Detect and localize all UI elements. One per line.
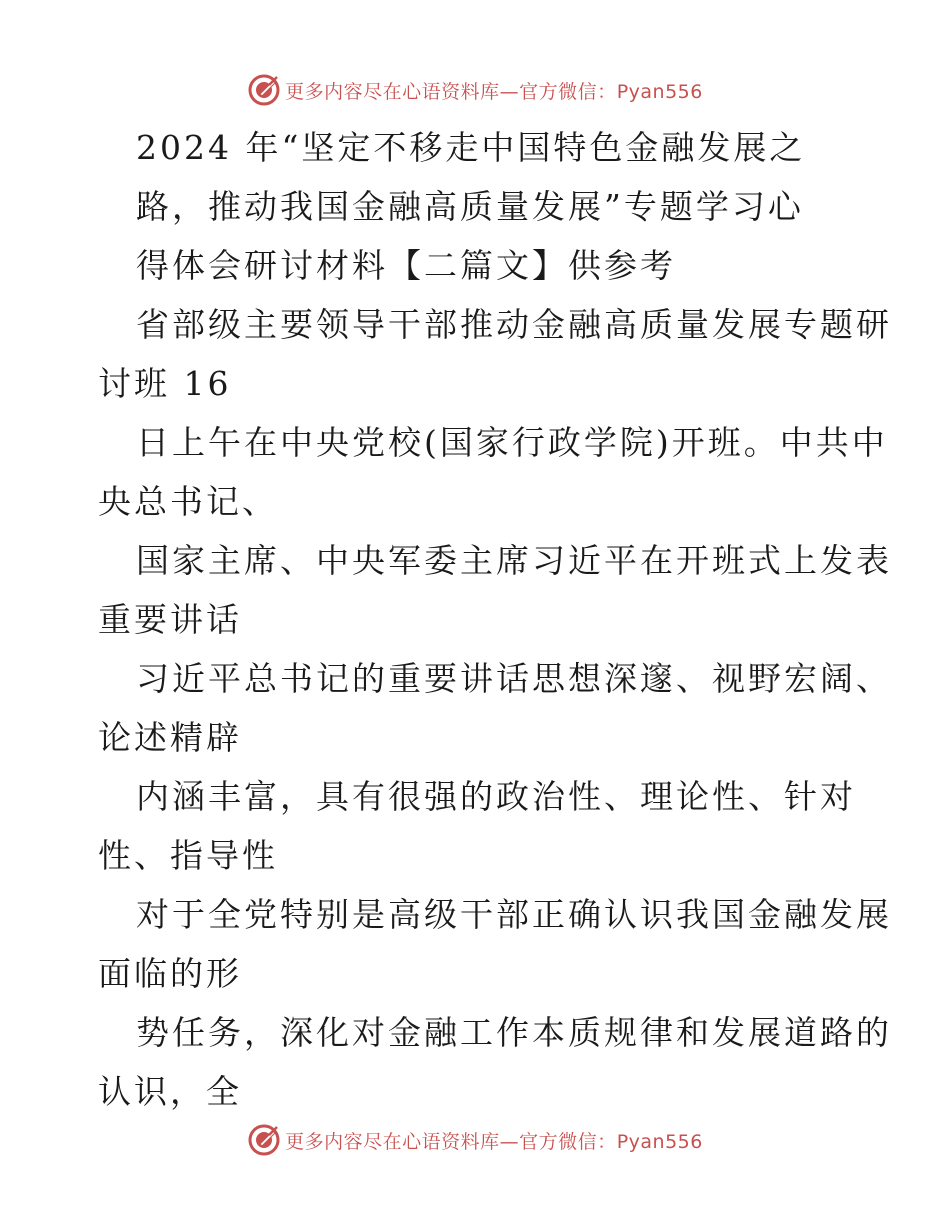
paragraph-line: 央总书记、 <box>98 482 278 521</box>
paragraph-line: 内涵丰富，具有很强的政治性、理论性、针对 <box>136 777 856 816</box>
paragraph-line: 省部级主要领导干部推动金融高质量发展专题研 <box>136 305 892 344</box>
paragraph-line: 性、指导性 <box>98 836 278 875</box>
header-watermark <box>0 70 950 110</box>
title-line: 路，推动我国金融高质量发展”专题学习心 <box>136 187 804 226</box>
watermark-text: 更多内容尽在心语资料库—官方微信：Pyan556 <box>285 1130 703 1153</box>
paragraph-line: 日上午在中央党校(国家行政学院)开班。中共中 <box>136 423 888 462</box>
paragraph-line: 论述精辟 <box>98 718 242 757</box>
title-line: 2024 年“坚定不移走中国特色金融发展之 <box>136 128 806 167</box>
paragraph-line: 势任务，深化对金融工作本质规律和发展道路的 <box>136 1013 892 1052</box>
footer-watermark <box>0 1120 950 1160</box>
watermark-text: 更多内容尽在心语资料库—官方微信：Pyan556 <box>285 80 703 103</box>
paragraph-line: 讨班 16 <box>98 364 232 403</box>
pen-logo-icon <box>247 73 281 107</box>
paragraph-line: 国家主席、中央军委主席习近平在开班式上发表 <box>136 541 892 580</box>
paragraph-line: 重要讲话 <box>98 600 242 639</box>
paragraph-line: 认识，全 <box>98 1072 242 1111</box>
document-body <box>98 118 892 1121</box>
paragraph-line: 面临的形 <box>98 954 242 993</box>
title-line: 得体会研讨材料【二篇文】供参考 <box>136 246 676 285</box>
paragraph-line: 习近平总书记的重要讲话思想深邃、视野宏阔、 <box>136 659 892 698</box>
paragraph-line: 对于全党特别是高级干部正确认识我国金融发展 <box>136 895 892 934</box>
pen-logo-icon <box>247 1123 281 1157</box>
